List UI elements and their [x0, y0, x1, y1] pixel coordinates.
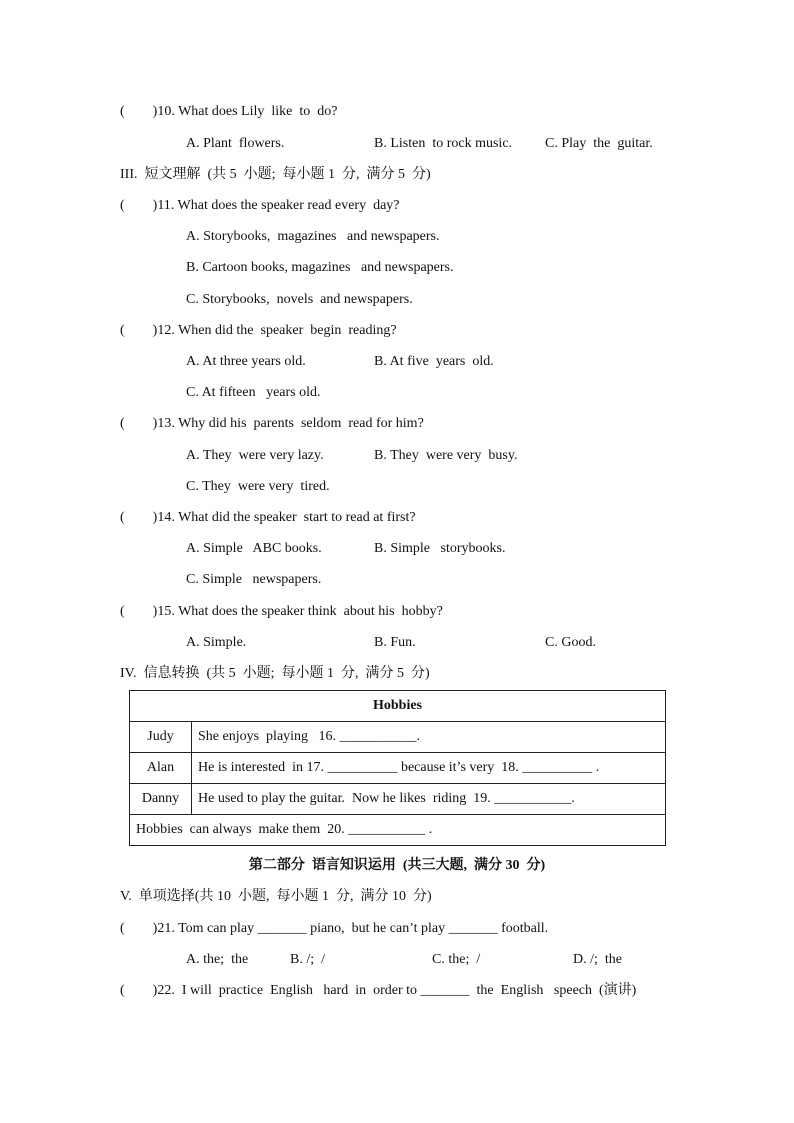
table-row: [130, 753, 666, 784]
question-stem: ( )22. I will practice English hard in order to _______ the English speech (演讲): [120, 983, 637, 998]
section-heading: V. 单项选择(共 10 小题, 每小题 1 分, 满分 10 分): [120, 889, 432, 904]
description-cell: She enjoys playing 16. ___________.: [192, 722, 666, 753]
question-stem: ( )21. Tom can play _______ piano, but he can’t play _______ football.: [120, 921, 549, 936]
option-c: C. Play the guitar.: [545, 136, 653, 151]
option-b: B. /; /: [290, 952, 326, 967]
option-c: C. They were very tired.: [186, 479, 330, 494]
table-footer-row: [130, 815, 666, 846]
option-a: A. the; the: [186, 952, 249, 967]
question-stem: ( )13. Why did his parents seldom read for him?: [120, 416, 424, 431]
question-stem: ( )10. What does Lily like to do?: [120, 104, 338, 119]
question-stem: ( )15. What does the speaker think about his hobby?: [120, 604, 443, 619]
option-b: B. Cartoon books, magazines and newspapers.: [186, 260, 454, 275]
name-cell: Danny: [130, 784, 192, 815]
option-b: B. They were very busy.: [374, 448, 518, 463]
table-row: [130, 784, 666, 815]
option-d: D. /; the: [573, 952, 622, 967]
option-c: C. Storybooks, novels and newspapers.: [186, 292, 413, 307]
option-a: A. Simple.: [186, 635, 247, 650]
option-b: B. At five years old.: [374, 354, 494, 369]
table-title: Hobbies: [130, 691, 666, 722]
question-stem: ( )12. When did the speaker begin reading?: [120, 323, 397, 338]
description-cell: He used to play the guitar. Now he likes riding 19. ___________.: [192, 784, 666, 815]
option-c: C. the; /: [432, 952, 481, 967]
option-b: B. Simple storybooks.: [374, 541, 506, 556]
option-c: C. Simple newspapers.: [186, 572, 322, 587]
option-a: A. At three years old.: [186, 354, 306, 369]
section-heading: III. 短文理解 (共 5 小题; 每小题 1 分, 满分 5 分): [120, 167, 431, 182]
part-heading: 第二部分 语言知识运用 (共三大题, 满分 30 分): [248, 858, 546, 873]
option-a: A. Plant flowers.: [186, 136, 285, 151]
table-row: [130, 722, 666, 753]
option-a: A. Storybooks, magazines and newspapers.: [186, 229, 440, 244]
option-b: B. Listen to rock music.: [374, 136, 513, 151]
table-header-row: [130, 691, 666, 722]
option-c: C. At fifteen years old.: [186, 385, 321, 400]
question-stem: ( )11. What does the speaker read every day?: [120, 198, 400, 213]
question-stem: ( )14. What did the speaker start to read at first?: [120, 510, 416, 525]
option-b: B. Fun.: [374, 635, 416, 650]
option-c: C. Good.: [545, 635, 596, 650]
option-a: A. They were very lazy.: [186, 448, 324, 463]
name-cell: Alan: [130, 753, 192, 784]
section-heading: IV. 信息转换 (共 5 小题; 每小题 1 分, 满分 5 分): [120, 666, 430, 681]
option-a: A. Simple ABC books.: [186, 541, 322, 556]
footer-cell: Hobbies can always make them 20. ___________ .: [130, 815, 666, 846]
description-cell: He is interested in 17. __________ because it’s very 18. __________ .: [192, 753, 666, 784]
name-cell: Judy: [130, 722, 192, 753]
hobbies-table: [129, 690, 666, 846]
